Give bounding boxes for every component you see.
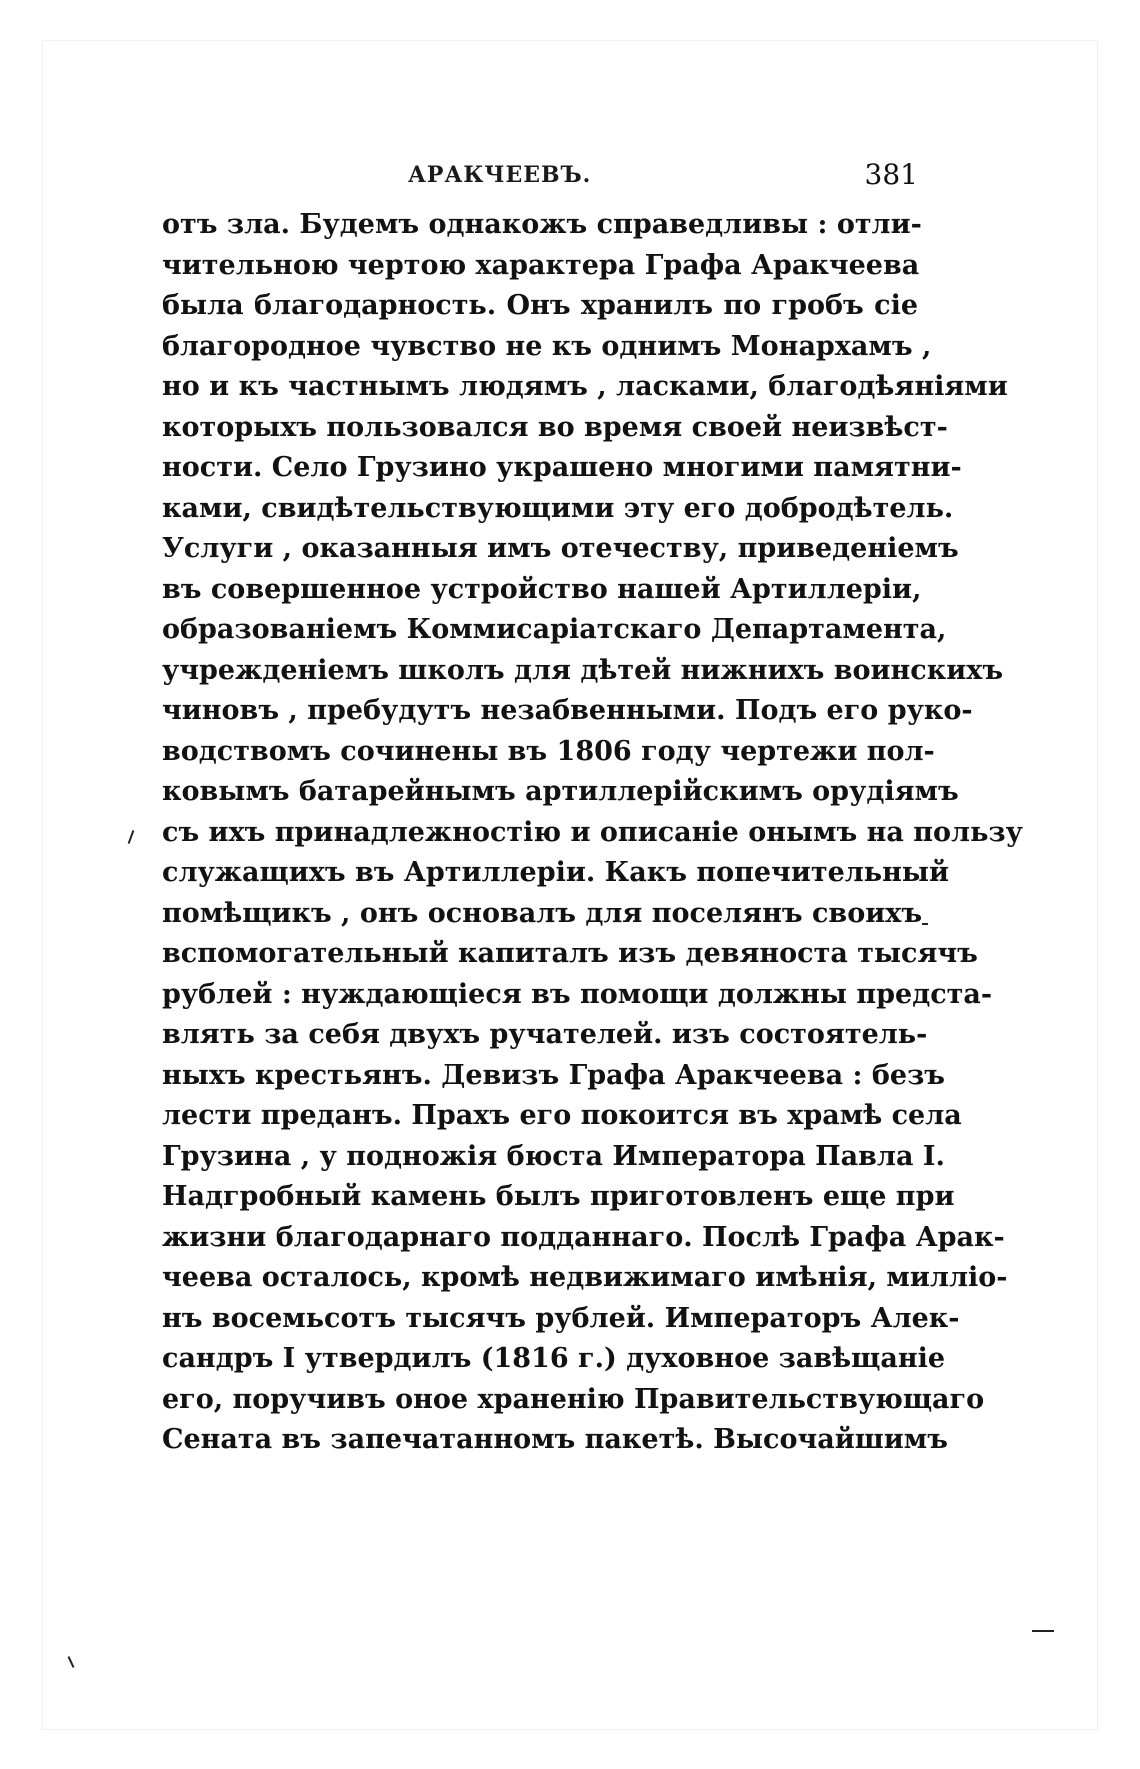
text-line: въ совершенное устройство нашей Артиллеріи,	[162, 573, 922, 605]
text-line: чительною чертою характера Графа Аракчеева	[162, 249, 920, 281]
text-line: образованіемъ Коммисаріатскаго Департамента,	[162, 614, 947, 645]
text-line: ками, свидѣтельствующими эту его добродѣтель.	[162, 492, 954, 524]
text-line: но и къ частнымъ людямъ , ласками, благодѣяніями	[162, 371, 1008, 402]
text-line: нъ восемьсотъ тысячъ рублей. Императоръ Алек-	[162, 1302, 960, 1334]
text-line: водствомъ сочинены въ 1806 году чертежи пол-	[162, 735, 935, 767]
page-number: 381	[864, 158, 918, 191]
text-line: которыхъ пользовался во время своей неизвѣст-	[162, 411, 948, 443]
text-line: чеева осталось, кромѣ недвижимаго имѣнія, милліо-	[162, 1262, 1008, 1293]
scan-speck	[1032, 1630, 1054, 1632]
text-line: вспомогательный капиталъ изъ девяноста тысячъ	[162, 938, 978, 969]
running-head	[160, 158, 918, 198]
text-line: благородное чувство не къ однимъ Монархамъ ,	[162, 330, 932, 362]
text-line: Грузина , у подножія бюста Императора Павла I.	[162, 1140, 945, 1172]
text-line: учрежденіемъ школъ для дѣтей нижнихъ воинскихъ	[162, 654, 1004, 686]
text-line: ковымъ батарейнымъ артиллерійскимъ орудіямъ	[162, 776, 959, 807]
text-line: Надгробный камень былъ приготовленъ еще при	[162, 1181, 955, 1212]
text-line: лести преданъ. Прахъ его покоится въ храмѣ села	[162, 1100, 962, 1131]
text-line: жизни благодарнаго подданнаго. Послѣ Графа Арак-	[162, 1221, 1005, 1253]
text-line: сандръ I утвердилъ (1816 г.) духовное завѣщаніе	[162, 1343, 946, 1374]
text-line: съ ихъ принадлежностію и описаніе онымъ на пользу	[162, 816, 1023, 848]
text-line: рублей : нуждающіеся въ помощи должны предста-	[162, 978, 993, 1010]
text-line: влять за себя двухъ ручателей. изъ состоятель-	[162, 1019, 928, 1050]
text-line: помѣщикъ , онъ основалъ для поселянъ своихъ	[162, 897, 923, 929]
text-line: служащихъ въ Артиллеріи. Какъ попечительный	[162, 857, 949, 888]
text-line: была благодарность. Онъ хранилъ по гробъ сіе	[162, 290, 918, 321]
text-line: Сената въ запечатанномъ пакетѣ. Высочайшимъ	[162, 1424, 948, 1455]
text-line: его, поручивъ оное храненію Правительствующаго	[162, 1383, 985, 1415]
text-line: чиновъ , пребудутъ незабвенными. Подъ его руко-	[162, 695, 973, 726]
body-text	[162, 205, 1023, 1505]
running-title: АРАКЧЕЕВЪ.	[408, 162, 592, 188]
text-line: ныхъ крестьянъ. Девизъ Графа Аракчеева : безъ	[162, 1059, 946, 1091]
scan-speck	[922, 923, 928, 925]
text-line: ности. Село Грузино украшено многими памятни-	[162, 452, 962, 483]
text-line: Услуги , оказанныя имъ отечеству, приведеніемъ	[162, 533, 959, 564]
text-line: отъ зла. Будемъ однакожъ справедливы : отли-	[162, 209, 922, 240]
